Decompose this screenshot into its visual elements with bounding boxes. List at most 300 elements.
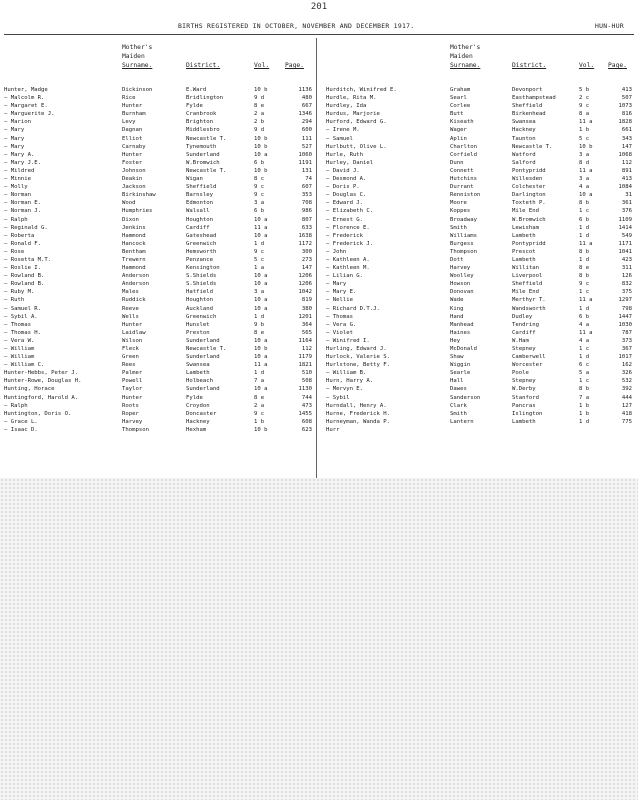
page-ref: 127 bbox=[621, 402, 632, 409]
child-name: — Mary bbox=[326, 281, 347, 288]
register-entry bbox=[4, 321, 316, 329]
volume: 8 d bbox=[579, 159, 590, 166]
register-entry bbox=[4, 94, 316, 102]
register-entry bbox=[326, 191, 638, 199]
register-entry bbox=[326, 256, 638, 264]
child-name: — Desmond A. bbox=[326, 176, 367, 183]
mother-maiden-surname: Roper bbox=[122, 410, 139, 417]
mother-maiden-surname: Wells bbox=[122, 313, 139, 320]
child-name: — Frederick J. bbox=[326, 240, 374, 247]
page-ref: 510 bbox=[301, 370, 312, 377]
district: Wandsworth bbox=[512, 305, 546, 312]
register-entry bbox=[326, 126, 638, 134]
register-entry bbox=[4, 313, 316, 321]
mother-maiden-surname: Moore bbox=[450, 200, 467, 207]
volume: 8 b bbox=[579, 248, 590, 255]
district: Bridlington bbox=[186, 95, 224, 102]
page-ref: 380 bbox=[301, 305, 312, 312]
child-name: — Reginald G. bbox=[4, 224, 48, 231]
page-ref: 986 bbox=[301, 208, 312, 215]
register-title: BIRTHS REGISTERED IN OCTOBER, NOVEMBER AND DECEMBER 1917. bbox=[178, 22, 415, 30]
child-name: — Vera W. bbox=[4, 337, 35, 344]
mother-maiden-surname: Searle bbox=[450, 370, 471, 377]
mother-maiden-surname: Deakin bbox=[122, 176, 143, 183]
volume: 1 b bbox=[254, 418, 265, 425]
page-ref: 364 bbox=[301, 321, 312, 328]
mother-maiden-surname: Hunter bbox=[122, 321, 143, 328]
volume: 10 b bbox=[579, 143, 593, 150]
register-entry bbox=[4, 369, 316, 377]
register-entry bbox=[4, 272, 316, 280]
volume: 6 b bbox=[579, 313, 590, 320]
volume: 11 a bbox=[579, 329, 593, 336]
mother-maiden-surname: Wager bbox=[450, 127, 467, 134]
register-entry bbox=[326, 321, 638, 329]
mother-heading-line1: Mother's bbox=[122, 44, 153, 51]
page-ref: 667 bbox=[301, 103, 312, 110]
volume: 10 a bbox=[254, 337, 268, 344]
register-entry bbox=[4, 248, 316, 256]
child-name: — Thomas bbox=[4, 321, 31, 328]
mother-maiden-surname: Thompson bbox=[450, 248, 477, 255]
mother-maiden-surname: Dawes bbox=[450, 386, 467, 393]
volume: 1 d bbox=[579, 418, 590, 425]
page-ref: 708 bbox=[301, 200, 312, 207]
register-entry bbox=[326, 418, 638, 426]
page-ref: 1638 bbox=[298, 232, 312, 239]
district: Mile End bbox=[512, 208, 539, 215]
mother-maiden-surname: Humphries bbox=[122, 208, 153, 215]
district: Hexham bbox=[186, 426, 207, 433]
volume: 1 b bbox=[579, 410, 590, 417]
register-entry bbox=[4, 296, 316, 304]
mother-maiden-surname: Burnham bbox=[122, 111, 146, 118]
volume: 8 e bbox=[254, 103, 265, 110]
volume: 1 d bbox=[579, 354, 590, 361]
district: S.Shields bbox=[186, 281, 217, 288]
volume: 1 c bbox=[579, 346, 590, 352]
register-entry bbox=[4, 191, 316, 199]
register-entry bbox=[326, 167, 638, 175]
mother-maiden-surname: Shaw bbox=[450, 354, 464, 361]
page-ref: 31 bbox=[625, 192, 632, 199]
register-entry bbox=[326, 337, 638, 345]
child-name: Hurne, Frederick H. bbox=[326, 410, 390, 417]
mother-maiden-surname: Hammond bbox=[122, 232, 146, 239]
page-ref: 744 bbox=[301, 394, 312, 401]
register-entry bbox=[326, 385, 638, 393]
child-name: Hurling, Edward J. bbox=[326, 346, 387, 352]
page-ref: 112 bbox=[621, 159, 632, 166]
volume: 9 c bbox=[254, 410, 265, 417]
register-entry bbox=[4, 280, 316, 288]
mother-maiden-surname: Dagnan bbox=[122, 127, 143, 134]
district: Fylde bbox=[186, 394, 203, 401]
mother-maiden-surname: Harvey bbox=[450, 265, 471, 272]
mother-maiden-surname: Males bbox=[122, 289, 139, 296]
blank-dotted-area bbox=[0, 478, 638, 800]
mother-maiden-surname: Broadway bbox=[450, 216, 477, 223]
district: Pontypridd bbox=[512, 167, 546, 174]
district: Swansea bbox=[512, 119, 536, 126]
register-entry bbox=[326, 86, 638, 94]
register-entry bbox=[4, 126, 316, 134]
district: Edmonton bbox=[186, 200, 213, 207]
page-ref: 74 bbox=[305, 176, 312, 183]
mother-maiden-surname: Burgess bbox=[450, 240, 474, 247]
district: Colchester bbox=[512, 184, 546, 191]
child-name: — Sybil A. bbox=[4, 313, 38, 320]
volume: 10 a bbox=[254, 273, 268, 280]
child-name: Hunter, Madge bbox=[4, 87, 48, 93]
district: Auckland bbox=[186, 305, 213, 312]
mother-maiden-surname: Fleck bbox=[122, 346, 139, 352]
child-name: — Richard D.T.J. bbox=[326, 305, 380, 312]
district: Hunslet bbox=[186, 321, 210, 328]
district-heading: District. bbox=[186, 62, 221, 69]
register-entry bbox=[326, 394, 638, 402]
district: Darlington bbox=[512, 192, 546, 199]
district: Mile End bbox=[512, 289, 539, 296]
district: W.Bromwich bbox=[186, 159, 220, 166]
volume: 8 a bbox=[579, 111, 590, 118]
page-ref: 376 bbox=[621, 208, 632, 215]
page-ref: 353 bbox=[301, 192, 312, 199]
page-ref: 413 bbox=[621, 176, 632, 183]
page-ref: 1109 bbox=[618, 216, 632, 223]
district: Houghton bbox=[186, 297, 213, 304]
mother-maiden-surname: King bbox=[450, 305, 464, 312]
page-heading: Page. bbox=[608, 62, 627, 69]
volume: 9 c bbox=[579, 103, 590, 110]
mother-maiden-surname: Howson bbox=[450, 281, 471, 288]
district: Willitan bbox=[512, 265, 539, 272]
child-name: Hurley, Daniel bbox=[326, 159, 374, 166]
register-entry bbox=[4, 110, 316, 118]
district: Camberwell bbox=[512, 354, 546, 361]
mother-maiden-surname: Jackson bbox=[122, 184, 146, 191]
district: Toxteth P. bbox=[512, 200, 546, 207]
page-ref: 807 bbox=[301, 216, 312, 223]
district: W.Bromwich bbox=[512, 216, 546, 223]
volume: 10 b bbox=[254, 143, 268, 150]
mother-maiden-surname: Wiggin bbox=[450, 362, 471, 369]
register-entry bbox=[4, 143, 316, 151]
volume: 10 b bbox=[254, 167, 268, 174]
child-name: — William B. bbox=[326, 370, 367, 377]
volume: 2 a bbox=[254, 111, 265, 118]
district: Salford bbox=[512, 159, 536, 166]
child-name: — Samuel R. bbox=[4, 305, 42, 312]
volume: 10 a bbox=[254, 297, 268, 304]
volume: 1 d bbox=[254, 313, 265, 320]
mother-maiden-surname: Wade bbox=[450, 297, 464, 304]
district: Sheffield bbox=[512, 103, 543, 110]
volume: 11 a bbox=[579, 167, 593, 174]
page-ref: 373 bbox=[621, 337, 632, 344]
child-name: — Sybil bbox=[326, 394, 350, 401]
register-entry bbox=[4, 118, 316, 126]
child-name: — Roslie I. bbox=[4, 265, 42, 272]
register-entry bbox=[4, 135, 316, 143]
district: Sunderland bbox=[186, 337, 220, 344]
register-entry bbox=[4, 377, 316, 385]
district: Tynemouth bbox=[186, 143, 217, 150]
child-name: — Isaac D. bbox=[4, 426, 38, 433]
child-name: — Norman bbox=[4, 192, 31, 199]
district: Watford bbox=[512, 151, 536, 158]
register-entry bbox=[326, 216, 638, 224]
page-ref: 311 bbox=[621, 265, 632, 272]
district: Walsall bbox=[186, 208, 210, 215]
child-name: — Kathleen M. bbox=[326, 265, 370, 272]
register-entry bbox=[4, 288, 316, 296]
mother-maiden-surname: Kiseath bbox=[450, 119, 474, 126]
mother-maiden-surname: Anderson bbox=[122, 281, 149, 288]
district: Hatfield bbox=[186, 289, 213, 296]
page-ref: 444 bbox=[621, 394, 632, 401]
volume: 1 c bbox=[579, 208, 590, 215]
page-ref: 1206 bbox=[298, 273, 312, 280]
volume: 10 a bbox=[254, 232, 268, 239]
register-entry bbox=[326, 369, 638, 377]
district: Cardiff bbox=[186, 224, 210, 231]
district: S.Shields bbox=[186, 273, 217, 280]
volume: 3 a bbox=[579, 176, 590, 183]
register-entry bbox=[326, 183, 638, 191]
volume: 9 c bbox=[254, 248, 265, 255]
district: Taunton bbox=[512, 135, 536, 142]
mother-maiden-surname: Hancock bbox=[122, 240, 146, 247]
mother-maiden-surname: Levy bbox=[122, 119, 136, 126]
district: Wigan bbox=[186, 176, 203, 183]
child-name: — Ralph bbox=[4, 216, 28, 223]
register-entry bbox=[4, 216, 316, 224]
mother-heading-line3: Surname. bbox=[122, 62, 153, 69]
child-name: — William bbox=[4, 354, 35, 361]
page-ref: 111 bbox=[301, 135, 312, 142]
mother-maiden-surname: Hunter bbox=[122, 394, 143, 401]
volume: 10 a bbox=[579, 192, 593, 199]
volume: 3 a bbox=[254, 200, 265, 207]
mother-maiden-surname: Laidlaw bbox=[122, 329, 146, 336]
child-name: Hurdley, Ida bbox=[326, 103, 367, 110]
page-ref: 1073 bbox=[618, 103, 632, 110]
register-entry bbox=[326, 199, 638, 207]
register-entry bbox=[326, 305, 638, 313]
register-entry bbox=[4, 361, 316, 369]
district: Lambeth bbox=[186, 370, 210, 377]
register-entry bbox=[326, 118, 638, 126]
child-name: — Norman E. bbox=[4, 200, 42, 207]
child-name: Hurford, Edward G. bbox=[326, 119, 387, 126]
child-name: — Grace L. bbox=[4, 418, 38, 425]
child-name: — Lilian G. bbox=[326, 273, 364, 280]
district: Lambeth bbox=[512, 256, 536, 263]
volume: 8 b bbox=[579, 386, 590, 393]
volume: 11 a bbox=[579, 240, 593, 247]
mother-maiden-surname: Elliot bbox=[122, 135, 143, 142]
page-ref: 608 bbox=[301, 418, 312, 425]
child-name: — David J. bbox=[326, 167, 360, 174]
register-entry bbox=[326, 272, 638, 280]
volume: 2 a bbox=[254, 402, 265, 409]
child-name: — Ralph bbox=[4, 402, 28, 409]
district: Birkenhead bbox=[512, 111, 546, 118]
page-ref: 361 bbox=[621, 200, 632, 207]
mother-maiden-surname: Connett bbox=[450, 167, 474, 174]
child-name: Hurndall, Henry A. bbox=[326, 402, 387, 409]
register-entry bbox=[4, 207, 316, 215]
volume: 5 c bbox=[254, 256, 265, 263]
volume: 5 b bbox=[579, 87, 590, 93]
child-name: Hunter-Rowe, Douglas H. bbox=[4, 378, 82, 385]
volume: 8 b bbox=[579, 273, 590, 280]
register-entry bbox=[326, 159, 638, 167]
volume: 11 a bbox=[579, 119, 593, 126]
district: Croydon bbox=[186, 402, 210, 409]
page-ref: 1191 bbox=[298, 159, 312, 166]
register-entry bbox=[326, 264, 638, 272]
district: W.Ham bbox=[512, 337, 529, 344]
register-entry bbox=[4, 353, 316, 361]
district: Hackney bbox=[512, 127, 536, 134]
mother-maiden-surname: Foster bbox=[122, 159, 143, 166]
child-name: — Thomas H. bbox=[4, 329, 42, 336]
mother-maiden-surname: Ruddick bbox=[122, 297, 146, 304]
child-name: Hurlbutt, Olive L. bbox=[326, 143, 387, 150]
district: Lewisham bbox=[512, 224, 539, 231]
district: Houghton bbox=[186, 216, 213, 223]
register-entry bbox=[326, 377, 638, 385]
page-ref: 326 bbox=[621, 370, 632, 377]
district: Newcastle T. bbox=[186, 346, 227, 352]
page-ref: 1060 bbox=[298, 151, 312, 158]
mother-maiden-surname: Wood bbox=[122, 200, 136, 207]
mother-maiden-surname: Powell bbox=[122, 378, 143, 385]
child-name: — Mervyn E. bbox=[326, 386, 364, 393]
register-entry bbox=[4, 345, 316, 353]
page-ref: 126 bbox=[621, 273, 632, 280]
child-name: — Elizabeth C. bbox=[326, 208, 374, 215]
page-ref: 1030 bbox=[618, 321, 632, 328]
mother-maiden-surname: Hunter bbox=[122, 103, 143, 110]
district: Sheffield bbox=[186, 184, 217, 191]
child-name: — Rose bbox=[4, 248, 25, 255]
volume: 1 d bbox=[579, 305, 590, 312]
volume: 4 a bbox=[579, 337, 590, 344]
child-name: Hurdle, Rita M. bbox=[326, 95, 377, 102]
volume: 9 c bbox=[254, 192, 265, 199]
child-name: — Mary A. bbox=[4, 151, 35, 158]
mother-maiden-surname: Taylor bbox=[122, 386, 143, 393]
district: Middlesbro bbox=[186, 127, 220, 134]
child-name: — Mildred bbox=[4, 167, 35, 174]
child-name: — William bbox=[4, 346, 35, 352]
volume: 10 b bbox=[254, 87, 268, 93]
mother-maiden-surname: Durrant bbox=[450, 184, 474, 191]
page-ref: 816 bbox=[621, 111, 632, 118]
mother-maiden-surname: Trewern bbox=[122, 256, 146, 263]
volume: 1 d bbox=[579, 232, 590, 239]
district: Sunderland bbox=[186, 151, 220, 158]
district: Doncaster bbox=[186, 410, 217, 417]
child-name: — Norman J. bbox=[4, 208, 42, 215]
volume: 11 a bbox=[254, 362, 268, 369]
volume: 10 b bbox=[254, 135, 268, 142]
page-ref: 1828 bbox=[618, 119, 632, 126]
child-name: — Doris P. bbox=[326, 184, 360, 191]
register-entry bbox=[326, 410, 638, 418]
child-name: Hunting, Horace bbox=[4, 386, 55, 393]
page-ref: 418 bbox=[621, 410, 632, 417]
district: Kensington bbox=[186, 265, 220, 272]
district: Barnsley bbox=[186, 192, 213, 199]
district: Lambeth bbox=[512, 232, 536, 239]
register-entry bbox=[4, 385, 316, 393]
child-name: — Mary E. bbox=[326, 289, 357, 296]
child-name: — Thomas bbox=[326, 313, 353, 320]
district: Penzance bbox=[186, 256, 213, 263]
register-entry bbox=[326, 151, 638, 159]
volume: 10 b bbox=[254, 346, 268, 352]
register-entry bbox=[326, 240, 638, 248]
district: Willesden bbox=[512, 176, 543, 183]
register-entry bbox=[4, 167, 316, 175]
page-ref: 131 bbox=[301, 167, 312, 174]
mother-maiden-surname: Hutchins bbox=[450, 176, 477, 183]
child-name: — Mary bbox=[4, 135, 25, 142]
page-ref: 392 bbox=[621, 386, 632, 393]
register-entry bbox=[4, 394, 316, 402]
district: Holbeach bbox=[186, 378, 213, 385]
volume: 8 e bbox=[579, 265, 590, 272]
mother-maiden-surname: Aplin bbox=[450, 135, 467, 142]
child-name: Hurneyman, Wanda P. bbox=[326, 418, 390, 425]
page-ref: 1179 bbox=[298, 354, 312, 361]
district: Sheffield bbox=[512, 281, 543, 288]
register-entry bbox=[326, 353, 638, 361]
page-ref: 775 bbox=[621, 418, 632, 425]
register-entry bbox=[4, 426, 316, 434]
mother-maiden-surname: Smith bbox=[450, 224, 467, 231]
volume: 5 a bbox=[579, 370, 590, 377]
district: Stepney bbox=[512, 346, 536, 352]
district: Sunderland bbox=[186, 386, 220, 393]
district: Dudley bbox=[512, 313, 533, 320]
child-name: — Mary J.E. bbox=[4, 159, 42, 166]
mother-maiden-surname: Hunter bbox=[122, 151, 143, 158]
district: Easthampstead bbox=[512, 95, 556, 102]
district: Cranbrook bbox=[186, 111, 217, 118]
mother-maiden-surname: Williams bbox=[450, 232, 477, 239]
child-name: — Vera G. bbox=[326, 321, 357, 328]
volume: 1 d bbox=[579, 256, 590, 263]
mother-heading-line3: Surname. bbox=[450, 62, 481, 69]
child-name: — Frederick bbox=[326, 232, 364, 239]
page-ref: 300 bbox=[301, 248, 312, 255]
mother-maiden-surname: McDonald bbox=[450, 346, 477, 352]
mother-maiden-surname: Corlee bbox=[450, 103, 471, 110]
left-entry-list bbox=[4, 86, 316, 478]
volume: 1 c bbox=[579, 289, 590, 296]
page-ref: 607 bbox=[301, 184, 312, 191]
volume: 11 a bbox=[254, 224, 268, 231]
district: Liverpool bbox=[512, 273, 543, 280]
register-entry bbox=[4, 224, 316, 232]
page-ref: 1414 bbox=[618, 224, 632, 231]
mother-maiden-surname: Butt bbox=[450, 111, 464, 118]
